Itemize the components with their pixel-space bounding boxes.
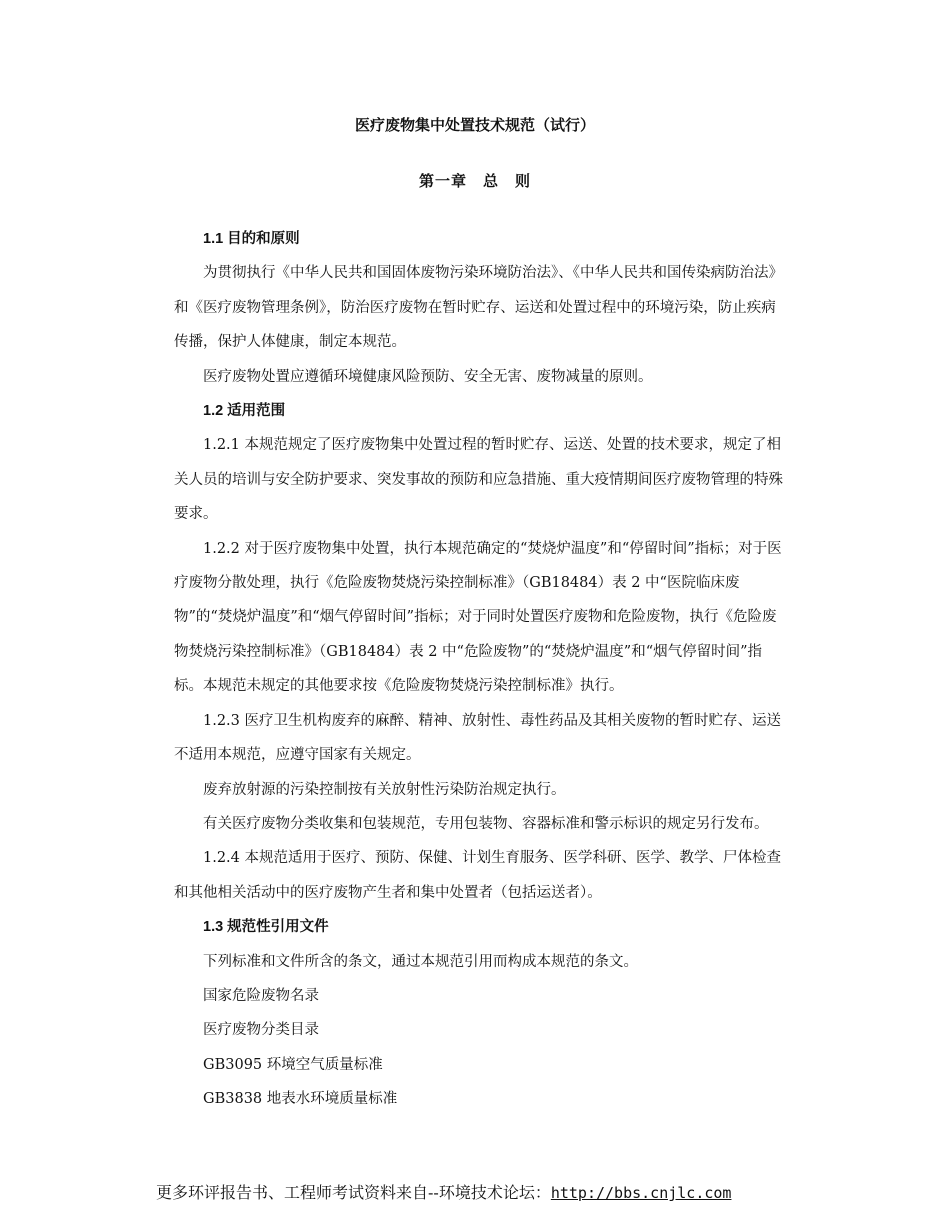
- section-heading-1-2: 1.2 适用范围: [203, 403, 286, 420]
- paragraph: 废弃放射源的污染控制按有关放射性污染防治规定执行。: [203, 781, 566, 798]
- reference-item: GB3095 环境空气质量标准: [203, 1056, 383, 1073]
- footer-link[interactable]: http://bbs.cnjlc.com: [550, 1184, 732, 1202]
- chapter-heading: 第一章 总 则: [418, 173, 531, 190]
- reference-item: GB3838 地表水环境质量标准: [203, 1091, 398, 1108]
- section-heading-1-3: 1.3 规范性引用文件: [203, 919, 329, 936]
- document-body: [174, 222, 784, 1117]
- reference-item: 医疗废物分类目录: [203, 1022, 319, 1039]
- paragraph: 医疗废物处置应遵循环境健康风险预防、安全无害、废物减量的原则。: [203, 368, 653, 385]
- paragraph: 1.2.1 本规范规定了医疗废物集中处置过程的暂时贮存、运送、处置的技术要求，规定了相关人员的培训与安全防护要求、突发事故的预防和应急措施、重大疫情期间医疗废物管理的特殊要求。: [174, 437, 783, 523]
- reference-item: 国家危险废物名录: [203, 987, 319, 1004]
- paragraph: 有关医疗废物分类收集和包装规范，专用包装物、容器标准和警示标识的规定另行发布。: [203, 815, 769, 832]
- paragraph: 1.2.4 本规范适用于医疗、预防、保健、计划生育服务、医学科研、医学、教学、尸体检查和其他相关活动中的医疗废物产生者和集中处置者（包括运送者）。: [174, 850, 781, 901]
- paragraph: 1.2.3 医疗卫生机构废弃的麻醉、精神、放射性、毒性药品及其相关废物的暂时贮存、运送不适用本规范，应遵守国家有关规定。: [174, 712, 781, 764]
- footer-note: [156, 1180, 731, 1203]
- footer-text: 更多环评报告书、工程师考试资料来自--环境技术论坛：: [156, 1183, 551, 1202]
- paragraph: 1.2.2 对于医疗废物集中处置，执行本规范确定的“焚烧炉温度”和“停留时间”指标；对于医疗废物分散处理，执行《危险废物焚烧污染控制标准》（GB18484）表 2 中“医院临床废物”的“焚烧炉温度”和“烟气停留时间”指标；对于同时处置医疗废物和危险废物，执行《危险废物焚烧污染控制标准》（GB18484）表 2 中“危险废物”的“焚烧炉温度”和“烟气停留时间”指标。本规范未规定的其他要求按《危险废物焚烧污染控制标准》执行。: [174, 540, 782, 695]
- document-title: 医疗废物集中处置技术规范（试行）: [354, 117, 595, 134]
- section-heading-1-1: 1.1 目的和原则: [203, 231, 300, 247]
- paragraph: 下列标准和文件所含的条文，通过本规范引用而构成本规范的条文。: [203, 953, 638, 970]
- paragraph: 为贯彻执行《中华人民共和国固体废物污染环境防治法》、《中华人民共和国传染病防治法》和《医疗废物管理条例》，防治医疗废物在暂时贮存、运送和处置过程中的环境污染，防止疾病传播，保护人体健康，制定本规范。: [174, 265, 783, 351]
